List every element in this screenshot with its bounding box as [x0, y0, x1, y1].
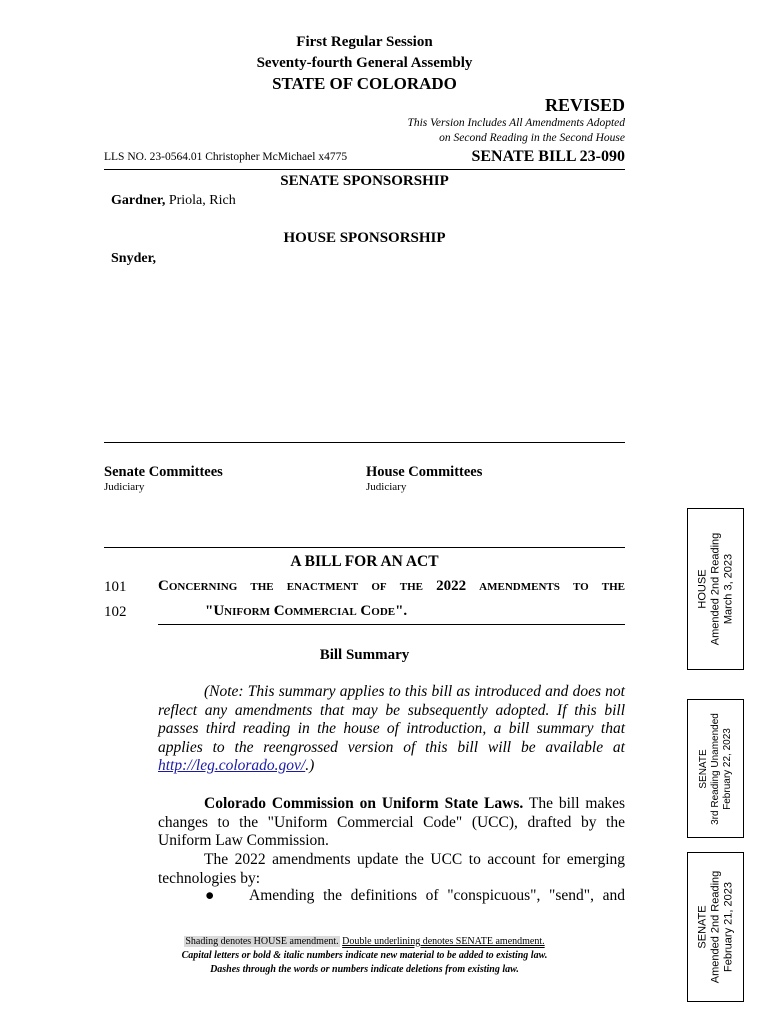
- footer-legend: [104, 936, 625, 947]
- summary-note: [158, 683, 625, 776]
- version-note-2: on Second Reading in the Second House: [439, 132, 625, 144]
- summary-note-end: .): [305, 757, 315, 774]
- house-committees-label: House Committees: [366, 464, 483, 480]
- senate-underline-note: Double underlining denotes SENATE amendment.: [342, 936, 545, 947]
- line-number-101: 101: [104, 579, 127, 595]
- stamp-chamber: SENATE: [697, 748, 709, 789]
- summary-paragraph-1: [158, 795, 625, 851]
- bullet-item-1: Amending the definitions of "conspicuous", "send", and: [249, 887, 625, 904]
- senate-other-sponsors: Priola, Rich: [165, 193, 236, 208]
- summary-note-text: (Note: This summary applies to this bill as introduced and does not reflect any amendments that may be subsequently adopted. If this bill passes third reading in the house of introduction, a bill summary that applies to the reengrossed version of this bill will be available at: [158, 683, 625, 756]
- sponsorship-rule: [104, 442, 625, 443]
- stamp-action: Amended 2nd Reading: [709, 532, 721, 646]
- senate-sponsorship-heading: SENATE SPONSORSHIP: [280, 173, 449, 189]
- bill-title-line-2: "Uniform Commercial Code".: [205, 603, 408, 619]
- stamp-chamber: HOUSE: [696, 569, 708, 609]
- session-title: First Regular Session: [296, 34, 433, 50]
- stamp-chamber: SENATE: [696, 905, 708, 949]
- version-note-1: This Version Includes All Amendments Adopted: [407, 117, 625, 129]
- summary-p1-bold: Colorado Commission on Uniform State Laws.: [204, 795, 524, 812]
- bill-title-rule: [158, 624, 625, 625]
- senate-committees-label: Senate Committees: [104, 464, 223, 480]
- state-title: STATE OF COLORADO: [272, 74, 457, 93]
- stamp-date: February 21, 2023: [722, 882, 734, 972]
- header-rule: [104, 169, 625, 170]
- senate-committees-value: Judiciary: [104, 481, 145, 493]
- stamp-action: Amended 2nd Reading: [709, 870, 721, 984]
- stamp-senate-second-reading: [687, 852, 744, 1002]
- senate-sponsors: [111, 193, 236, 209]
- house-shading-note: Shading denotes HOUSE amendment.: [185, 936, 339, 947]
- house-lead-sponsor: Snyder,: [111, 251, 157, 266]
- assembly-title: Seventy-fourth General Assembly: [256, 55, 473, 71]
- revised-label: REVISED: [544, 95, 625, 115]
- line-number-102: 102: [104, 604, 127, 620]
- house-committees-value: Judiciary: [366, 481, 407, 493]
- house-sponsorship-heading: HOUSE SPONSORSHIP: [283, 230, 446, 246]
- stamp-date: March 3, 2023: [722, 553, 734, 625]
- summary-paragraph-2: The 2022 amendments update the UCC to account for emerging technologies by:: [158, 851, 625, 887]
- bill-top-rule: [104, 547, 625, 548]
- stamp-senate-third-reading: [687, 699, 744, 838]
- stamp-action: 3rd Reading Unamended: [709, 712, 721, 825]
- stamp-date: February 22, 2023: [721, 727, 733, 810]
- leg-website-link[interactable]: http://leg.colorado.gov/: [158, 757, 306, 774]
- senate-lead-sponsor: Gardner,: [111, 193, 166, 208]
- summary-p1-text: The bill makes changes to the "Uniform Commercial Code" (UCC), drafted by the Uniform Law Commission.: [158, 795, 625, 849]
- bullet-icon: ●: [205, 887, 215, 904]
- summary-heading: Bill Summary: [319, 647, 410, 663]
- bill-number: SENATE BILL 23-090: [471, 148, 625, 165]
- bill-heading: A BILL FOR AN ACT: [290, 553, 439, 570]
- lls-number: LLS NO. 23-0564.01 Christopher McMichael x4775: [104, 151, 348, 163]
- footer-dashes-note: Dashes through the words or numbers indicate deletions from existing law.: [210, 964, 519, 975]
- bill-title-line-1: Concerning the enactment of the 2022 amendments to the: [158, 578, 625, 594]
- stamp-house-second-reading: [687, 508, 744, 670]
- footer-capital-note: Capital letters or bold & italic numbers indicate new material to be added to existing law.: [181, 950, 548, 961]
